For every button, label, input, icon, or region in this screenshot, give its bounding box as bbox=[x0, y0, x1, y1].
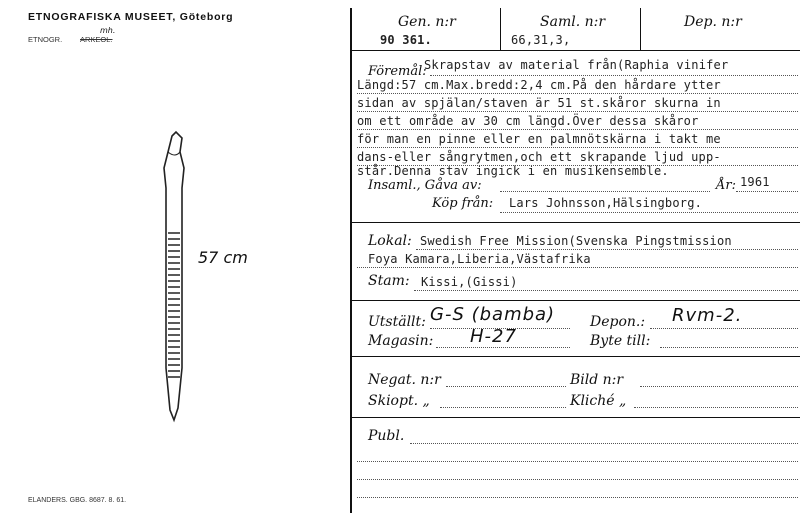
dept-arkeol-struck: ARKEOL. bbox=[80, 35, 113, 44]
byte-label: Byte till: bbox=[590, 333, 651, 349]
foremal-label: Föremål: bbox=[368, 64, 427, 79]
print-info: ELANDERS. GBG. 8687. 8. 61. bbox=[28, 497, 127, 504]
publ-label: Publ. bbox=[368, 428, 405, 444]
divider-saml-dep bbox=[640, 8, 641, 50]
gen-value: 90 361. bbox=[380, 33, 432, 47]
dept-etnogr: ETNOGR. bbox=[28, 35, 63, 44]
magasin-value: H-27 bbox=[470, 326, 517, 347]
rule-after-stam bbox=[350, 300, 800, 301]
deponerat-value: Rvm-2. bbox=[672, 305, 743, 326]
rule-after-magasin bbox=[350, 356, 800, 357]
dep-label: Dep. n:r bbox=[684, 14, 742, 30]
museum-name: ETNOGRAFISKA MUSEET, Göteborg bbox=[28, 11, 234, 23]
foremal-line-6: dans-eller sångrytmen,och ett skrapande ljud upp- bbox=[357, 150, 721, 164]
foremal-line-4: om ett område av 30 cm längd.Över dessa skåror bbox=[357, 114, 699, 128]
foremal-line-1: Skrapstav av material från(Raphia vinifer bbox=[424, 58, 729, 72]
stam-value: Kissi,(Gissi) bbox=[421, 275, 518, 289]
divider-gen-saml bbox=[500, 8, 501, 50]
foremal-line-5: för man en pinne eller en palmnötskärna i takt me bbox=[357, 132, 721, 146]
deponerat-label: Depon.: bbox=[590, 314, 646, 330]
year-label: År: bbox=[716, 178, 736, 193]
lokal-label: Lokal: bbox=[368, 233, 412, 249]
foremal-line-3: sidan av spjälan/staven är 51 st.skåror skurna in bbox=[357, 96, 721, 110]
foremal-line-7: står.Denna stav ingick i en musikensemble. bbox=[357, 164, 669, 178]
kop-label: Köp från: bbox=[432, 196, 494, 211]
stam-label: Stam: bbox=[368, 273, 410, 289]
utstallt-label: Utställt: bbox=[368, 314, 426, 330]
insaml-label: Insaml., Gåva av: bbox=[368, 178, 482, 193]
kliche-label: Kliché „ bbox=[570, 393, 627, 409]
skiopt-label: Skiopt. „ bbox=[368, 393, 430, 409]
dept-handnote: mh. bbox=[100, 26, 116, 35]
foremal-line-2: Längd:57 cm.Max.bredd:2,4 cm.På den hårdare ytter bbox=[357, 78, 721, 92]
lokal-line-1: Swedish Free Mission(Svenska Pingstmission bbox=[420, 234, 732, 248]
magasin-label: Magasin: bbox=[368, 333, 434, 349]
lokal-line-2: Foya Kamara,Liberia,Västafrika bbox=[368, 252, 591, 266]
rule-after-kop bbox=[350, 222, 800, 223]
rule-header bbox=[350, 50, 800, 51]
saml-label: Saml. n:r bbox=[540, 14, 606, 30]
saml-value: 66,31,3, bbox=[511, 33, 571, 47]
rule-after-skiopt bbox=[350, 417, 800, 418]
gen-label: Gen. n:r bbox=[398, 14, 456, 30]
stick-sketch bbox=[150, 128, 200, 428]
utstallt-value: G-S (bamba) bbox=[430, 304, 556, 325]
kop-value: Lars Johnsson,Hälsingborg. bbox=[509, 196, 703, 210]
bild-label: Bild n:r bbox=[570, 372, 624, 388]
divider-main bbox=[350, 8, 352, 513]
negat-label: Negat. n:r bbox=[368, 372, 441, 388]
size-note: 57 cm bbox=[198, 248, 248, 267]
year-value: 1961 bbox=[740, 175, 770, 189]
